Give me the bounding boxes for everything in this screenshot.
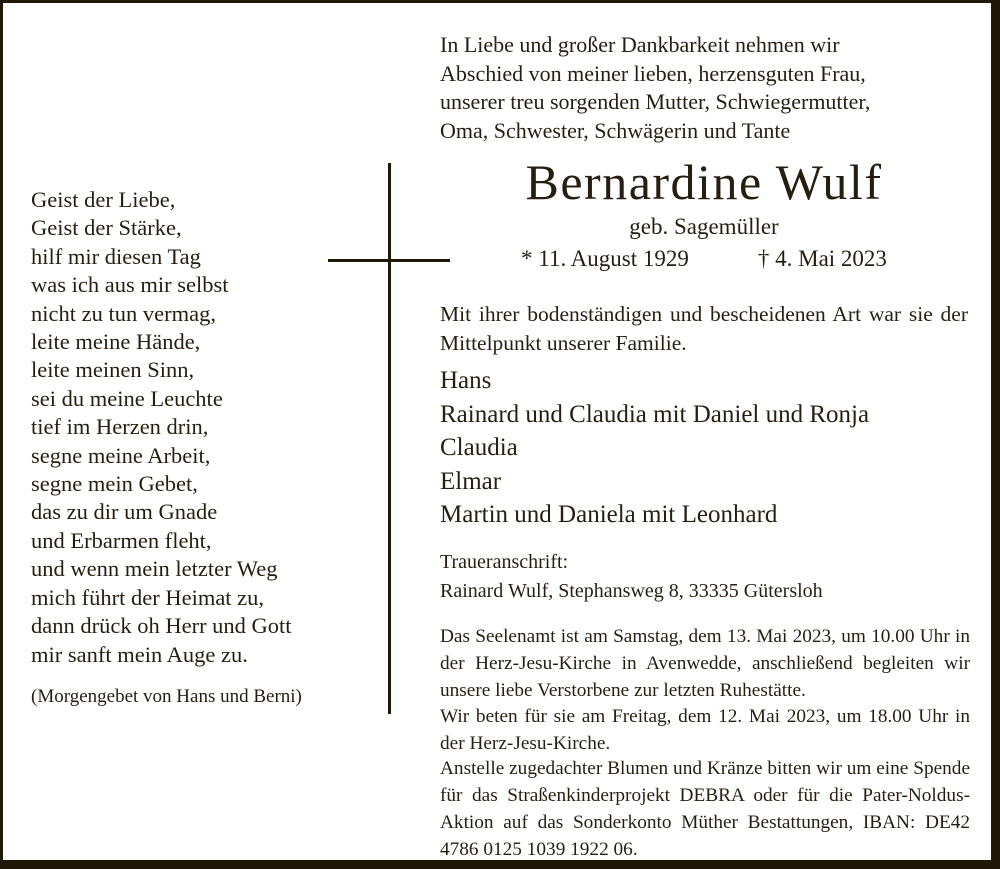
- mourning-address: [440, 548, 968, 605]
- donation-info: Anstelle zugedachter Blumen und Kränze bitten wir um eine Spende für das Straßenkinderprojekt DEBRA oder für die Pater-Noldus-Aktion auf das Sonderkonto Müther Bestattungen, IBAN: DE42 4786 0125 1039 1922 06.: [440, 758, 970, 860]
- cross-vertical-bar: [388, 163, 391, 714]
- poem-line: Geist der Stärke,: [31, 215, 182, 241]
- address-value: Rainard Wulf, Stephansweg 8, 33335 Gütersloh: [440, 579, 823, 602]
- poem-line: nicht zu tun vermag,: [31, 300, 216, 326]
- poem-line: mich führt der Heimat zu,: [31, 584, 265, 610]
- poem-line: tief im Herzen drin,: [31, 414, 209, 440]
- poem-line: segne mein Gebet,: [31, 471, 198, 497]
- poem-line: und Erbarmen fleht,: [31, 527, 212, 553]
- intro-text: [440, 31, 870, 145]
- tribute-text: Mit ihrer bodenständigen und bescheidenen Art war sie der Mittelpunkt unserer Familie.: [440, 302, 968, 355]
- intro-line: unserer treu sorgenden Mutter, Schwiegermutter,: [440, 89, 871, 115]
- poem-line: sei du meine Leuchte: [31, 385, 223, 411]
- poem-line: hilf mir diesen Tag: [31, 243, 201, 269]
- poem-line: mir sanft mein Auge zu.: [31, 641, 248, 667]
- intro-line: Oma, Schwester, Schwägerin und Tante: [440, 117, 791, 143]
- mourner-line: Martin und Daniela mit Leonhard: [440, 501, 778, 528]
- intro-line: In Liebe und großer Dankbarkeit nehmen wir: [440, 32, 840, 57]
- mourners-list: [440, 364, 968, 532]
- deceased-name: Bernardine Wulf: [525, 154, 883, 210]
- poem-line: leite meine Hände,: [31, 329, 201, 355]
- death-date: † 4. Mai 2023: [757, 246, 887, 271]
- service-info: Das Seelenamt ist am Samstag, dem 13. Mai 2023, um 10.00 Uhr in der Herz-Jesu-Kirche in Avenwedde, anschließend begleiten wir unsere liebe Verstorbene zur letzten Ruhestätte.: [440, 626, 970, 701]
- poem-line: segne meine Arbeit,: [31, 442, 211, 468]
- poem-line: Geist der Liebe,: [31, 187, 176, 212]
- mourner-line: Rainard und Claudia mit Daniel und Ronja: [440, 400, 870, 428]
- prayer-service-info: Wir beten für sie am Freitag, dem 12. Mai 2023, um 18.00 Uhr in der Herz-Jesu-Kirche.: [440, 706, 970, 754]
- birth-date: * 11. August 1929: [521, 246, 689, 271]
- poem-attribution: (Morgengebet von Hans und Berni): [31, 685, 302, 707]
- poem-line: dann drück oh Herr und Gott: [31, 613, 292, 639]
- cross-horizontal-bar: [328, 259, 450, 262]
- intro-line: Abschied von meiner lieben, herzensguten Frau,: [440, 60, 866, 86]
- mourner-line: Hans: [440, 367, 492, 394]
- mourner-line: Elmar: [440, 467, 502, 495]
- address-label: Traueranschrift:: [440, 551, 569, 573]
- maiden-name: geb. Sagemüller: [629, 214, 779, 239]
- poem-line: leite meinen Sinn,: [31, 357, 195, 383]
- mourner-line: Claudia: [440, 434, 518, 461]
- poem-line: und wenn mein letzter Weg: [31, 556, 278, 582]
- poem-line: was ich aus mir selbst: [31, 272, 229, 298]
- poem-line: das zu dir um Gnade: [31, 499, 218, 525]
- life-dates: [440, 246, 968, 272]
- prayer-poem: [31, 186, 302, 711]
